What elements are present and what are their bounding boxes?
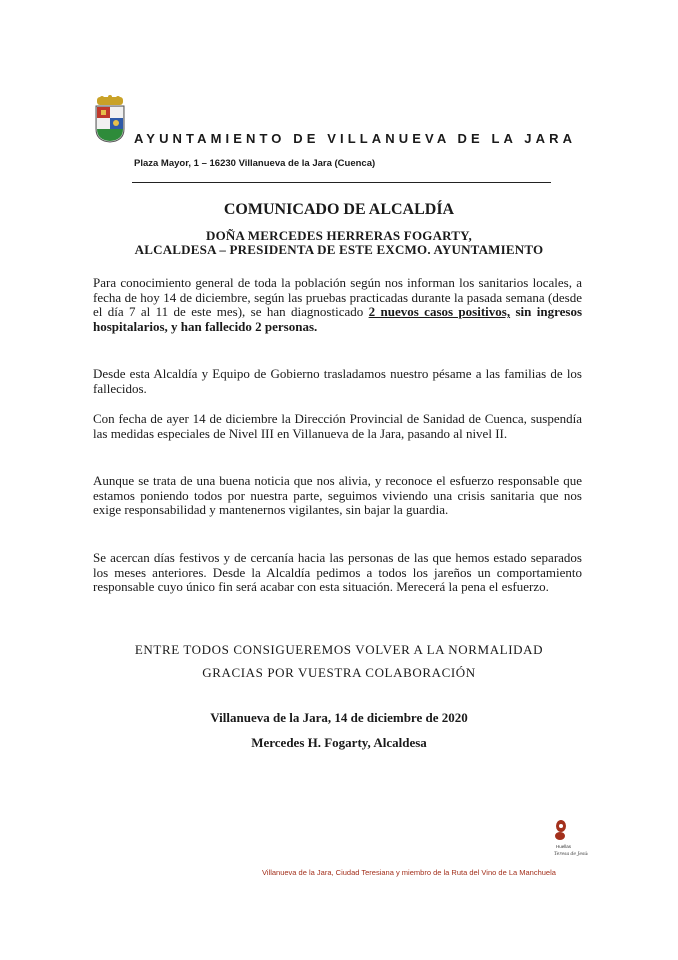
place-date: Villanueva de la Jara, 14 de diciembre de 2020 (210, 710, 468, 725)
coat-of-arms-icon (94, 95, 126, 143)
subtitle-line-2: ALCALDESA – PRESIDENTA DE ESTE EXCMO. AYUNTAMIENTO (134, 242, 544, 257)
subtitle-line-1: DOÑA MERCEDES HERRERAS FOGARTY, (205, 228, 473, 243)
signature: Mercedes H. Fogarty, Alcaldesa (251, 735, 427, 750)
footer-tagline: Villanueva de la Jara, Ciudad Teresiana y miembro de la Ruta del Vino de La Manchuela (262, 868, 556, 877)
paragraph-1-text: Para conocimiento general de toda la población según nos informan los sanitarios locales, a fecha de hoy 14 de diciembre, según las pruebas practicadas durante la pasada semana (desde el día 7 al 11 de este mes), se han diagnosticado (93, 275, 582, 320)
paragraph-2: Desde esta Alcaldía y Equipo de Gobierno trasladamos nuestro pésame a las familias de los fallecidos. (93, 366, 582, 396)
closing-line-1: ENTRE TODOS CONSIGUEREMOS VOLVER A LA NORMALIDAD (134, 642, 544, 657)
paragraph-5: Se acercan días festivos y de cercanía hacia las personas de las que hemos estado separados los meses anteriores. Desde la Alcaldía pedimos a todos los jareños un comportamiento responsable cuyo único fin será acabar con esta situación. Merecerá la pena el esfuerzo. (93, 550, 582, 595)
paragraph-1-bold: sin ingresos hospitalarios, y han fallecido 2 personas. (93, 304, 583, 334)
paragraph-1 (93, 276, 582, 334)
document-title: COMUNICADO DE ALCALDÍA (223, 201, 455, 218)
logo-small-text: Huellas (556, 844, 572, 849)
logo-script-text: Teresa de Jesús (554, 852, 588, 857)
new-cases-highlight: 2 nuevos casos positivos, (368, 304, 511, 320)
huellas-teresa-logo-icon (548, 818, 588, 862)
address: Plaza Mayor, 1 – 16230 Villanueva de la Jara (Cuenca) (134, 158, 376, 169)
document-subtitle (0, 229, 678, 257)
organization-name: AYUNTAMIENTO DE VILLANUEVA DE LA JARA (134, 131, 577, 146)
paragraph-3: Con fecha de ayer 14 de diciembre la Dirección Provincial de Sanidad de Cuenca, suspendía las medidas especiales de Nivel III en Villanueva de la Jara, pasando al nivel II. (93, 411, 582, 441)
closing-line-2: GRACIAS POR VUESTRA COLABORACIÓN (202, 665, 476, 680)
paragraph-4: Aunque se trata de una buena noticia que nos alivia, y reconoce el esfuerzo responsable que estamos poniendo todos por nuestra parte, seguimos viviendo una crisis sanitaria que nos exige responsabilidad y mantenernos vigilantes, sin bajar la guardia. (93, 473, 582, 518)
header-divider (132, 182, 551, 183)
